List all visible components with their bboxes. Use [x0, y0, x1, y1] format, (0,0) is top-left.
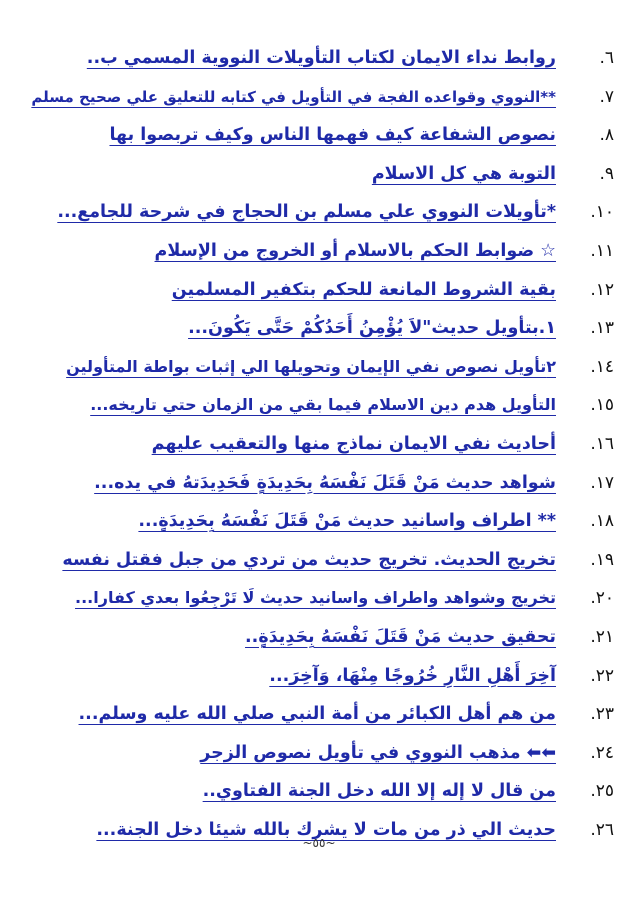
toc-entry-number: ١١. [590, 240, 614, 261]
toc-entry-18[interactable] [16, 511, 616, 550]
toc-entry-number: ١٧. [590, 472, 614, 493]
toc-entry-number: ٢٤. [590, 742, 614, 763]
toc-entry-9[interactable] [16, 164, 616, 203]
toc-entry-number: ٢١. [590, 626, 614, 647]
toc-entry-number: ٢٠. [590, 588, 614, 609]
toc-entry-11[interactable] [16, 241, 616, 280]
toc-entry-number: ١٤. [590, 356, 614, 377]
toc-entry-link[interactable]: نصوص الشفاعة كيف فهمها الناس وكيف تربصوا بها [109, 125, 556, 146]
toc-entry-link[interactable]: آخِرَ أَهْلِ النَّارِ خُرُوجًا مِنْهَا، وَآخِرَ... [269, 665, 556, 686]
toc-entry-24[interactable] [16, 743, 616, 782]
toc-entry-23[interactable] [16, 704, 616, 743]
toc-entry-number: ٢٢. [590, 665, 614, 686]
toc-entry-link[interactable]: أحاديث نفي الايمان نماذج منها والتعقيب عليهم [151, 433, 556, 454]
toc-entry-link[interactable]: تخريج الحديث. تخريج حديث من تردي من جبل فقتل نفسه [62, 549, 556, 570]
toc-entry-link[interactable]: ١.بتأويل حديث"لاَ يُؤْمِنُ أَحَدُكُمْ حَتَّى يَكُونَ... [188, 318, 556, 339]
toc-entry-number: ٩. [599, 163, 614, 184]
table-of-contents [16, 48, 616, 858]
toc-entry-link[interactable]: من هم أهل الكبائر من أمة النبي صلي الله عليه وسلم... [78, 704, 556, 725]
toc-entry-number: ١٦. [590, 433, 614, 454]
toc-entry-number: ١٢. [590, 279, 614, 300]
toc-entry-19[interactable] [16, 550, 616, 589]
toc-entry-link[interactable]: ٢تأويل نصوص نفي الإيمان وتحويلها الي إثبات بواطة المتأولين [66, 356, 556, 376]
toc-entry-number: ١٥. [590, 395, 614, 416]
toc-entry-number: ٧. [599, 86, 614, 107]
toc-entry-link[interactable]: ⬅⬅ مذهب النووي في تأويل نصوص الزجر [200, 742, 556, 763]
toc-entry-link[interactable]: من قال لا إله إلا الله دخل الجنة الفتاوي.. [202, 781, 556, 802]
toc-entry-number: ٢٦. [590, 819, 614, 840]
toc-entry-number: ١٨. [590, 511, 614, 532]
toc-entry-number: ١٠. [590, 202, 614, 223]
toc-entry-link[interactable]: ☆ ضوابط الحكم بالاسلام أو الخروج من الإسلام [154, 240, 556, 261]
toc-entry-number: ١٣. [590, 318, 614, 339]
toc-entry-17[interactable] [16, 473, 616, 512]
toc-entry-link[interactable]: تحقيق حديث مَنْ قَتَلَ نَفْسَهُ بِحَدِيدَةٍ.. [245, 626, 556, 647]
toc-entry-15[interactable] [16, 395, 616, 434]
toc-entry-number: ٦. [599, 48, 614, 68]
toc-entry-25[interactable] [16, 781, 616, 820]
toc-entry-number: ٢٥. [590, 781, 614, 802]
toc-entry-link[interactable]: روابط نداء الايمان لكتاب التأويلات النووية المسمي ب.. [86, 48, 556, 68]
toc-entry-link[interactable]: بقية الشروط المانعة للحكم بتكفير المسلمين [171, 279, 556, 300]
toc-entry-number: ٢٣. [590, 704, 614, 725]
toc-entry-number: ٨. [599, 125, 614, 146]
toc-entry-number: ١٩. [590, 549, 614, 570]
toc-entry-link[interactable]: التوبة هي كل الاسلام [371, 163, 556, 184]
toc-entry-12[interactable] [16, 280, 616, 319]
page-number: ~٥٥~ [302, 836, 336, 850]
toc-entry-14[interactable] [16, 357, 616, 396]
toc-entry-link[interactable]: حديث الي ذر من مات لا يشرك بالله شيئا دخل الجنة... [96, 819, 556, 840]
toc-entry-8[interactable] [16, 125, 616, 164]
toc-entry-link[interactable]: ** اطراف واسانيد حديث مَنْ قَتَلَ نَفْسَهُ بِحَدِيدَةٍ... [138, 511, 556, 532]
toc-entry-7[interactable] [16, 87, 616, 126]
toc-entry-link[interactable]: *تأويلات النووي علي مسلم بن الحجاج في شرحة للجامع... [57, 202, 556, 223]
toc-entry-20[interactable] [16, 588, 616, 627]
toc-entry-link[interactable]: **النووي وقواعده الفجة في التأويل في كتابه للتعليق علي صحيح مسلم [31, 87, 556, 106]
toc-entry-16[interactable] [16, 434, 616, 473]
toc-entry-10[interactable] [16, 202, 616, 241]
toc-entry-13[interactable] [16, 318, 616, 357]
toc-entry-link[interactable]: تخريج وشواهد واطراف واسانيد حديث لَا تَرْجِعُوا بعدي كفارا... [75, 588, 556, 608]
toc-entry-21[interactable] [16, 627, 616, 666]
toc-entry-link[interactable]: شواهد حديث مَنْ قَتَلَ نَفْسَهُ بِحَدِيدَةٍ فَحَدِيدَتهُ في يده... [94, 472, 556, 493]
toc-entry-link[interactable]: التأويل هدم دين الاسلام فيما بقي من الزمان حتي تاريخه... [90, 395, 556, 415]
toc-entry-22[interactable] [16, 666, 616, 705]
toc-entry-6[interactable] [16, 48, 616, 87]
